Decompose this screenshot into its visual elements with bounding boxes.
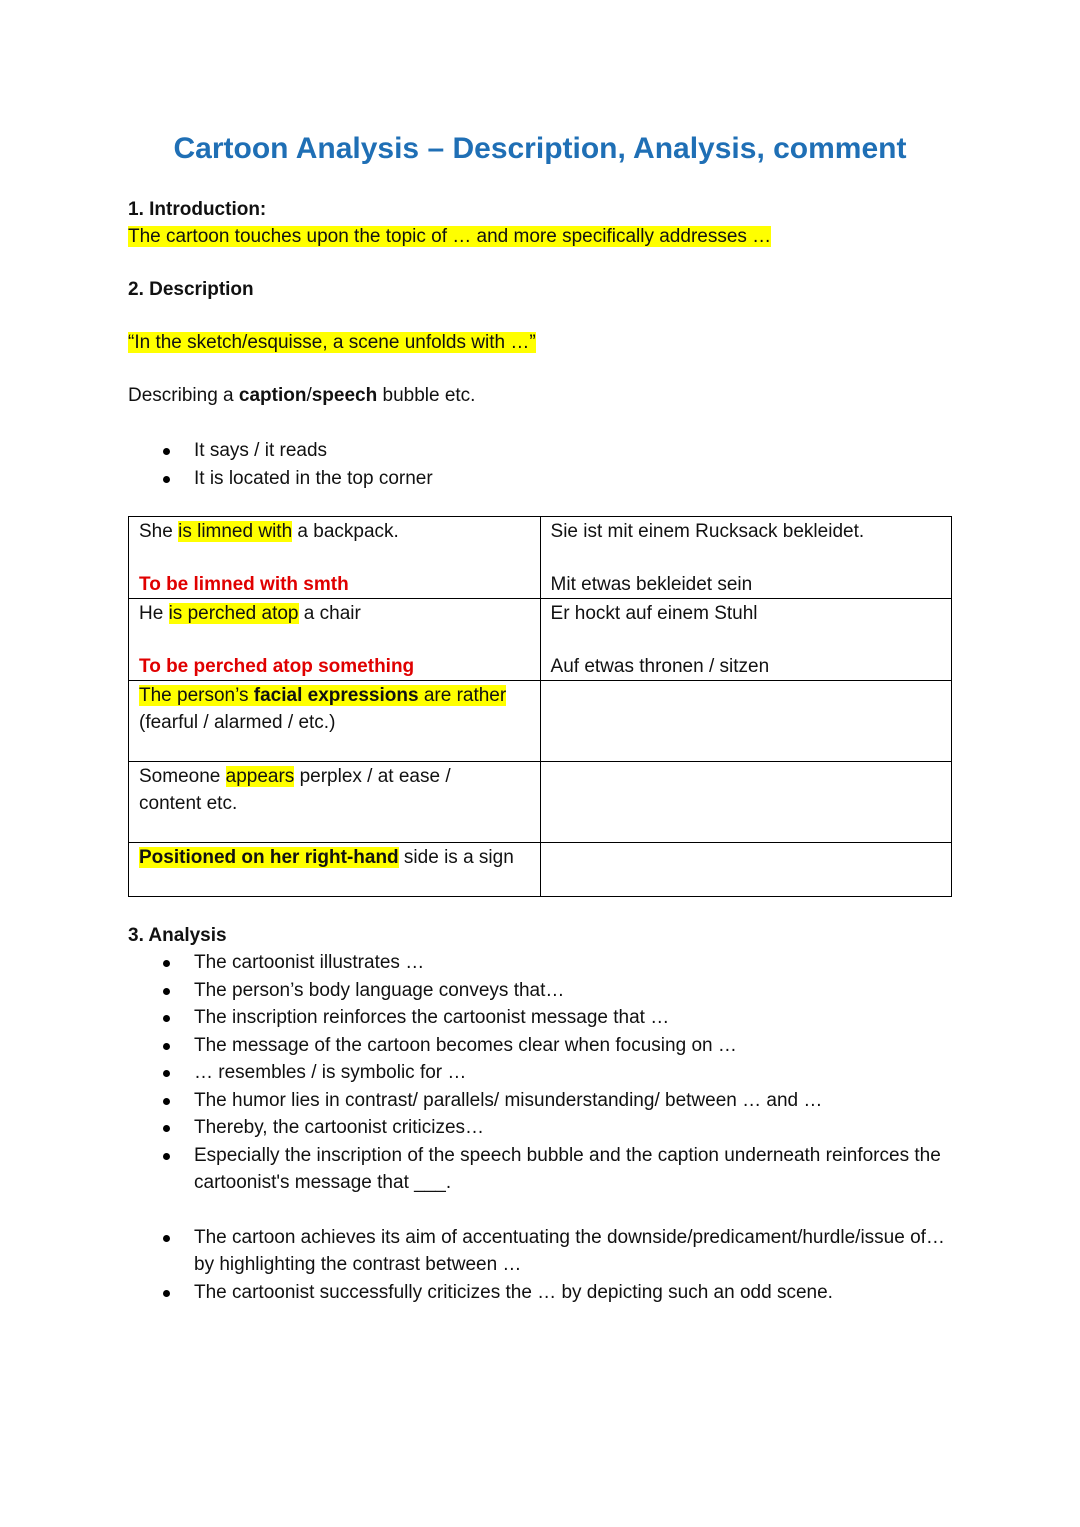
appears-rest: content etc. xyxy=(139,793,238,814)
description-heading-block xyxy=(128,276,254,303)
phrase-red: To be perched atop something xyxy=(139,656,415,677)
introduction-heading: 1. Introduction: xyxy=(128,199,267,220)
list-item: The message of the cartoon becomes clear when focusing on … xyxy=(128,1032,952,1060)
page-title: Cartoon Analysis – Description, Analysis, comment xyxy=(173,132,907,165)
facial-post: are rather xyxy=(418,685,507,706)
description-bullets-block xyxy=(128,437,952,492)
caption-line-pre: Describing a xyxy=(128,385,239,406)
table-cell-german xyxy=(540,517,951,599)
table-cell-german xyxy=(540,762,951,843)
description-quote xyxy=(128,329,536,356)
example-pre: She xyxy=(139,521,179,542)
positioned-post: side is a sign xyxy=(398,847,514,868)
facial-bold: facial expressions xyxy=(253,685,419,706)
example-sentence xyxy=(139,600,530,627)
caption-line-post: bubble etc. xyxy=(377,385,476,406)
table-cell-german xyxy=(540,599,951,681)
facial-pre: The person’s xyxy=(139,685,254,706)
table-row xyxy=(129,843,952,897)
list-item: Especially the inscription of the speech bubble and the caption underneath reinforces the cartoonist's message that ___. xyxy=(128,1142,952,1197)
positioned-highlight: Positioned on her right-hand xyxy=(139,847,399,868)
caption-line-slash: / xyxy=(306,385,312,406)
caption-line-bold-speech: speech xyxy=(311,385,378,406)
example-post: a chair xyxy=(298,603,361,624)
list-item: The humor lies in contrast/ parallels/ misunderstanding/ between … and … xyxy=(128,1087,952,1115)
example-highlight: is limned with xyxy=(178,521,293,542)
analysis-heading: 3. Analysis xyxy=(128,925,227,946)
list-item: It says / it reads xyxy=(128,437,952,465)
table-cell-german xyxy=(540,843,951,897)
caption-line-block xyxy=(128,382,475,409)
example-post: a backpack. xyxy=(292,521,399,542)
appears-line xyxy=(139,763,530,790)
appears-pre: Someone xyxy=(139,766,226,787)
list-item: … resembles / is symbolic for … xyxy=(128,1059,952,1087)
introduction-section xyxy=(128,196,771,250)
table-cell-german xyxy=(540,681,951,762)
facial-expressions-line xyxy=(139,682,530,709)
list-item: The inscription reinforces the cartoonist message that … xyxy=(128,1004,952,1032)
german-sentence: Sie ist mit einem Rucksack bekleidet. xyxy=(550,521,865,542)
example-sentence xyxy=(139,518,530,545)
table-row xyxy=(129,599,952,681)
description-quote-block xyxy=(128,329,536,356)
analysis-section xyxy=(128,922,952,1306)
appears-highlight: appears xyxy=(225,766,295,787)
facial-expressions-rest: (fearful / alarmed / etc.) xyxy=(139,712,336,733)
appears-post: perplex / at ease / xyxy=(294,766,451,787)
german-phrase: Auf etwas thronen / sitzen xyxy=(550,656,770,677)
description-bullet-list xyxy=(128,437,952,492)
list-item: The person’s body language conveys that… xyxy=(128,977,952,1005)
positioned-line xyxy=(139,844,530,871)
table-cell-english xyxy=(129,762,541,843)
introduction-highlight: The cartoon touches upon the topic of … and more specifically addresses … xyxy=(128,226,772,247)
table-cell-english xyxy=(129,681,541,762)
analysis-bullet-list xyxy=(128,949,952,1306)
german-sentence: Er hockt auf einem Stuhl xyxy=(550,603,758,624)
table-row xyxy=(129,517,952,599)
list-item: The cartoon achieves its aim of accentuating the downside/predicament/hurdle/issue of… by highlighting the contrast between … xyxy=(128,1224,952,1279)
caption-line xyxy=(128,382,475,409)
example-pre: He xyxy=(139,603,169,624)
example-highlight: is perched atop xyxy=(168,603,299,624)
table-cell-english xyxy=(129,517,541,599)
table-row xyxy=(129,762,952,843)
description-heading: 2. Description xyxy=(128,279,254,300)
vocabulary-table xyxy=(128,516,952,897)
german-phrase: Mit etwas bekleidet sein xyxy=(550,574,753,595)
list-item: It is located in the top corner xyxy=(128,465,952,493)
caption-line-bold-caption: caption xyxy=(238,385,307,406)
list-item: The cartoonist successfully criticizes the … by depicting such an odd scene. xyxy=(128,1279,952,1307)
table-cell-english xyxy=(129,599,541,681)
introduction-text xyxy=(128,223,771,250)
description-quote-highlight: “In the sketch/esquisse, a scene unfolds with …” xyxy=(128,332,536,353)
table-row xyxy=(129,681,952,762)
table-cell-english xyxy=(129,843,541,897)
list-item: Thereby, the cartoonist criticizes… xyxy=(128,1114,952,1142)
phrase-red: To be limned with smth xyxy=(139,574,349,595)
list-item: The cartoonist illustrates … xyxy=(128,949,952,977)
facial-expressions-highlight xyxy=(139,685,506,706)
